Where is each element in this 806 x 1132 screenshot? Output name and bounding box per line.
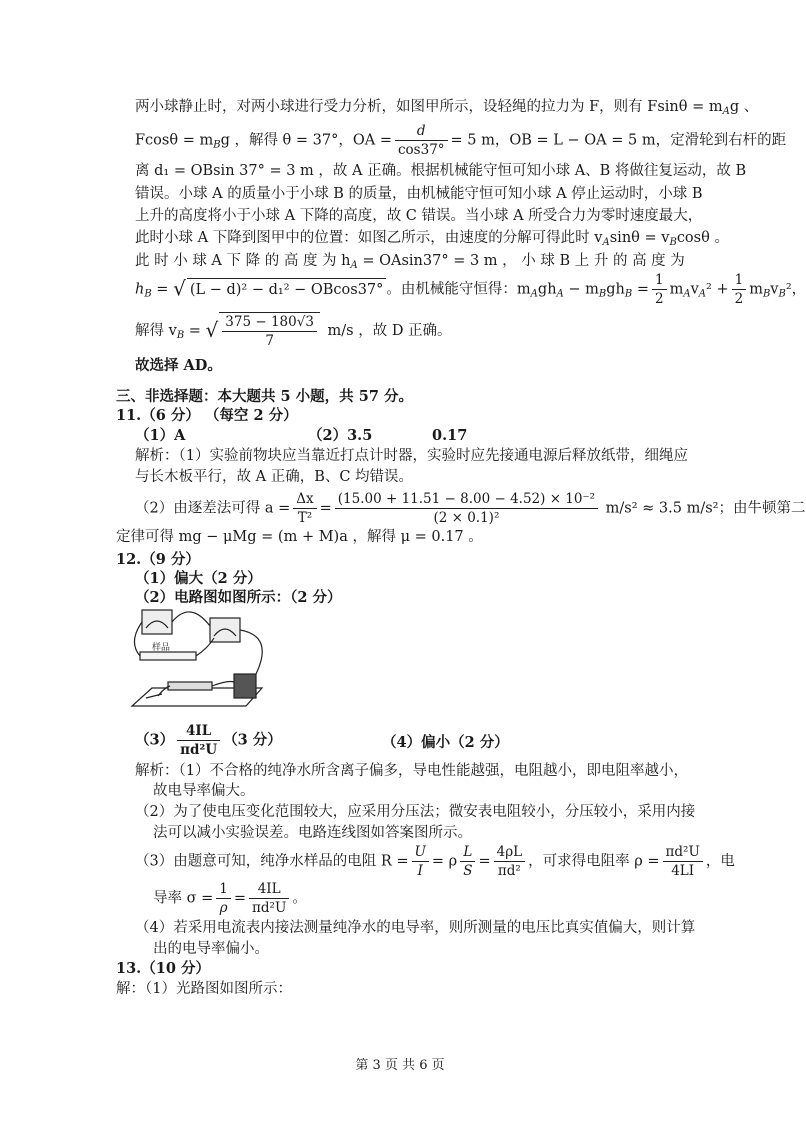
text-line-8: $h_B$ = √ (L − d)² − d₁² − OBcos37° 。由机械能守恒得：$m_Agh_A - m_Bgh_B$ = $\frac{1}{2}$ $m_Av_A^2$ + $\frac{1}{2}$ $m_Bv_B^2$，	[135, 272, 806, 307]
q12-analysis-1: 解析：（1）不合格的纯净水所含离子偏多，导电性能越强，电阻越小，即电阻率越小，	[135, 763, 688, 779]
text-line-8-m: ²，	[785, 281, 806, 298]
question-13-heading: 13.（10 分）	[116, 960, 210, 977]
question-11-heading: 11.（6 分） （每空 2 分）	[116, 407, 298, 424]
q11-analysis-3-b: m/s² ≈ 3.5 m/s²；由牛顿第二	[605, 500, 806, 517]
subscript-b: B	[598, 288, 607, 300]
subscript-b: B	[624, 288, 633, 300]
text-line-8-a: h	[135, 281, 145, 298]
fraction-dx: Δx	[293, 490, 316, 509]
fraction-dx-t2	[293, 490, 316, 527]
conclusion-line: 故选择 AD。	[135, 357, 222, 374]
circuit-diagram-figure	[128, 602, 280, 714]
q11-analysis-3-a: （2）由逐差法可得 a =	[135, 500, 291, 517]
fraction-4rhol: $\frac{4\rho L}{\text{πd²}}$	[494, 843, 526, 880]
text-line-7-b: = OAsin37° = 3 m ， 小 球 B 上 升 的 高 度 为	[357, 253, 685, 269]
text-line-6-b: sinθ = v	[609, 230, 670, 246]
page-footer: 第 3 页 共 6 页	[355, 1058, 445, 1073]
q12-answer-3-post: （3 分）	[223, 731, 282, 749]
text-line-2	[135, 122, 786, 159]
battery-icon	[234, 674, 256, 698]
fraction-vb	[219, 312, 320, 350]
q12-analysis-8: 出的电导率偏小。	[153, 941, 269, 957]
text-line-4: 错误。小球 A 的质量小于小球 B 的质量，由机械能守恒可知小球 A 停止运动时，小球 B	[135, 186, 703, 202]
sqrt-expression: (L − d)² − d₁² − OBcos37°	[187, 278, 387, 301]
text-line-8-e: − m	[563, 281, 599, 298]
subscript-a: A	[698, 288, 707, 300]
fraction-one-over-rho: $\frac{1}{\rho}$	[216, 880, 231, 917]
fraction-oa	[395, 122, 448, 159]
text-line-2-b: g ，解得 θ = 37°，OA =	[220, 132, 392, 149]
text-line-8-f: gh	[606, 281, 625, 298]
subscript-b: B	[213, 139, 221, 151]
q11-analysis-1: 解析：（1）实验前物块应当靠近打点计时器，实验时应先接通电源后释放纸带，细绳应	[135, 448, 688, 464]
fraction-rho: $\frac{\text{πd²U}}{4LI}$	[663, 843, 703, 880]
q11-analysis-3	[135, 490, 805, 527]
q13-solution-1: 解：（1）光路图如图所示：	[116, 981, 292, 997]
q12-answer-2: （2）电路图如图所示：（2 分）	[135, 589, 342, 606]
q12-analysis-6: 导率 σ = $\frac{1}{\rho}$ = $\frac{4IL}{\text{πd²U}}$ 。	[153, 881, 307, 916]
q12-analysis-5-a: （3）由题意可知，纯净水样品的电阻 R =	[135, 853, 409, 870]
text-line-1	[135, 96, 758, 123]
fraction-answer-3-numerator: 4IL	[177, 722, 220, 741]
text-line-8-d: gh	[537, 281, 557, 298]
q12-analysis-5: （3）由题意可知，纯净水样品的电阻 R = $\frac{U}{I}$ = ρ $\frac{L}{S}$ = $\frac{4\rho L}{\text{πd²}}$ ，可求得电阻率 ρ = $\frac{\text{πd²U}}{4LI}$ ，电	[135, 844, 735, 879]
q12-analysis-2: 故电导率偏大。	[153, 783, 255, 799]
q12-analysis-5-b: ，可求得电阻率 ρ =	[528, 853, 660, 870]
subscript-b: B	[669, 237, 677, 248]
fraction-answer-3	[177, 722, 220, 759]
subscript-b: B	[176, 330, 185, 341]
fraction-half-1: $\frac{1}{2}$	[652, 271, 667, 308]
q12-analysis-6-a: 导率 σ =	[153, 890, 214, 907]
subscript-a: A	[602, 237, 610, 248]
text-line-8-c: 。由机械能守恒得：m	[386, 281, 531, 298]
fraction-vb-numerator: 375 − 180√3	[222, 313, 317, 332]
q11-answer-2: （2）3.5	[308, 427, 373, 444]
text-line-6-a: 此时小球 A 下降到图甲中的位置：如图乙所示，由速度的分解可得此时 v	[135, 230, 603, 246]
subscript-b: B	[144, 288, 152, 300]
text-line-9-b: m/s ，故 D 正确。	[327, 323, 452, 339]
text-line-8-j: ² +	[706, 281, 729, 298]
fraction-answer-3-denominator: πd²U	[180, 742, 218, 758]
q11-analysis-2: 与长木板平行，故 A 正确，B、C 均错误。	[135, 469, 414, 485]
voltmeter-icon	[210, 618, 240, 642]
fraction-oa-denominator: cos37°	[397, 142, 445, 158]
q11-answer-3: 0.17	[432, 427, 468, 444]
q12-analysis-4: 法可以减小实验误差。电路连线图如答案图所示。	[153, 825, 472, 841]
text-line-2-c: = 5 m，OB = L − OA = 5 m，定滑轮到右杆的距	[450, 132, 787, 149]
text-line-1-a: 两小球静止时，对两小球进行受力分析，如图甲所示，设轻绳的拉力为 F，则有 Fsinθ = m	[135, 99, 723, 115]
fraction-sigma: $\frac{4IL}{\text{πd²U}}$	[249, 880, 289, 917]
equals-sign: =	[319, 500, 332, 517]
q12-answer-1: （1）偏大（2 分）	[135, 570, 262, 587]
text-line-8-l: v	[770, 281, 779, 298]
subscript-a: A	[530, 288, 538, 300]
fraction-vb-denominator: 7	[265, 333, 274, 349]
subscript-b: B	[778, 288, 786, 300]
text-line-8-k: m	[749, 281, 763, 298]
q12-answer-4: （4）偏小（2 分）	[382, 734, 509, 751]
fraction-t2: T²	[297, 510, 313, 526]
q12-answer-3	[135, 722, 282, 759]
text-line-3: 离 d₁ = OBsin 37° = 3 m ，故 A 正确。根据机械能守恒可知小球 A、B 将做往复运动，故 B	[135, 163, 747, 179]
q11-analysis-4: 定律可得 mg − μMg = (m + M)a ，解得 μ = 0.17 。	[116, 529, 483, 545]
text-line-9-a: 解得 v	[135, 323, 177, 339]
sample-label: 样品	[152, 643, 171, 653]
fraction-l-s: $\frac{L}{S}$	[460, 843, 475, 880]
fraction-acceleration	[335, 490, 598, 527]
q11-answer-1: （1）A	[135, 427, 186, 444]
section-heading-3: 三、非选择题：本大题共 5 小题，共 57 分。	[116, 388, 413, 405]
q12-analysis-5-c: ，电	[705, 853, 735, 870]
fraction-u-i: $\frac{U}{I}$	[412, 843, 429, 880]
text-line-7-a: 此 时 小 球 A 下 降 的 高 度 为 h	[135, 253, 351, 269]
fraction-acceleration-numerator: (15.00 + 11.51 − 8.00 − 4.52) × 10⁻²	[335, 490, 598, 509]
text-line-2-a: Fcosθ = m	[135, 132, 214, 149]
q12-answer-3-pre: （3）	[135, 731, 175, 749]
fraction-half-2: $\frac{1}{2}$	[732, 271, 747, 308]
text-line-9: 解得 $v_B$ = √ $\frac{375 - 180√3}{7}$ m/s ，故 D 正确。	[135, 314, 452, 349]
question-12-heading: 12.（9 分）	[116, 551, 200, 568]
text-line-1-b: g 、	[729, 99, 759, 115]
subscript-a: A	[350, 260, 358, 271]
text-line-8-g: =	[632, 281, 649, 298]
subscript-a: A	[722, 106, 730, 117]
rheostat-icon	[168, 682, 212, 690]
subscript-b: B	[762, 288, 771, 300]
text-line-8-h: m	[669, 281, 684, 298]
q12-analysis-3: （2）为了使电压变化范围较大，应采用分压法；微安表电阻较小，分压较小，采用内接	[135, 804, 696, 820]
fraction-oa-numerator: d	[395, 122, 448, 141]
text-line-5: 上升的高度将小于小球 A 下降的高度，故 C 错误。当小球 A 所受合力为零时速度最大，	[135, 208, 703, 224]
fraction-acceleration-denominator: (2 × 0.1)²	[433, 510, 500, 526]
ammeter-icon	[142, 610, 172, 634]
subscript-a: A	[556, 288, 564, 300]
q12-analysis-7: （4）若采用电流表内接法测量纯净水的电导率，则所测量的电压比真实值偏大，则计算	[135, 920, 696, 936]
text-line-6-c: cosθ 。	[676, 230, 729, 246]
text-line-8-i: v	[690, 281, 699, 298]
sample-tube-icon	[140, 652, 196, 660]
subscript-a: A	[683, 288, 691, 300]
